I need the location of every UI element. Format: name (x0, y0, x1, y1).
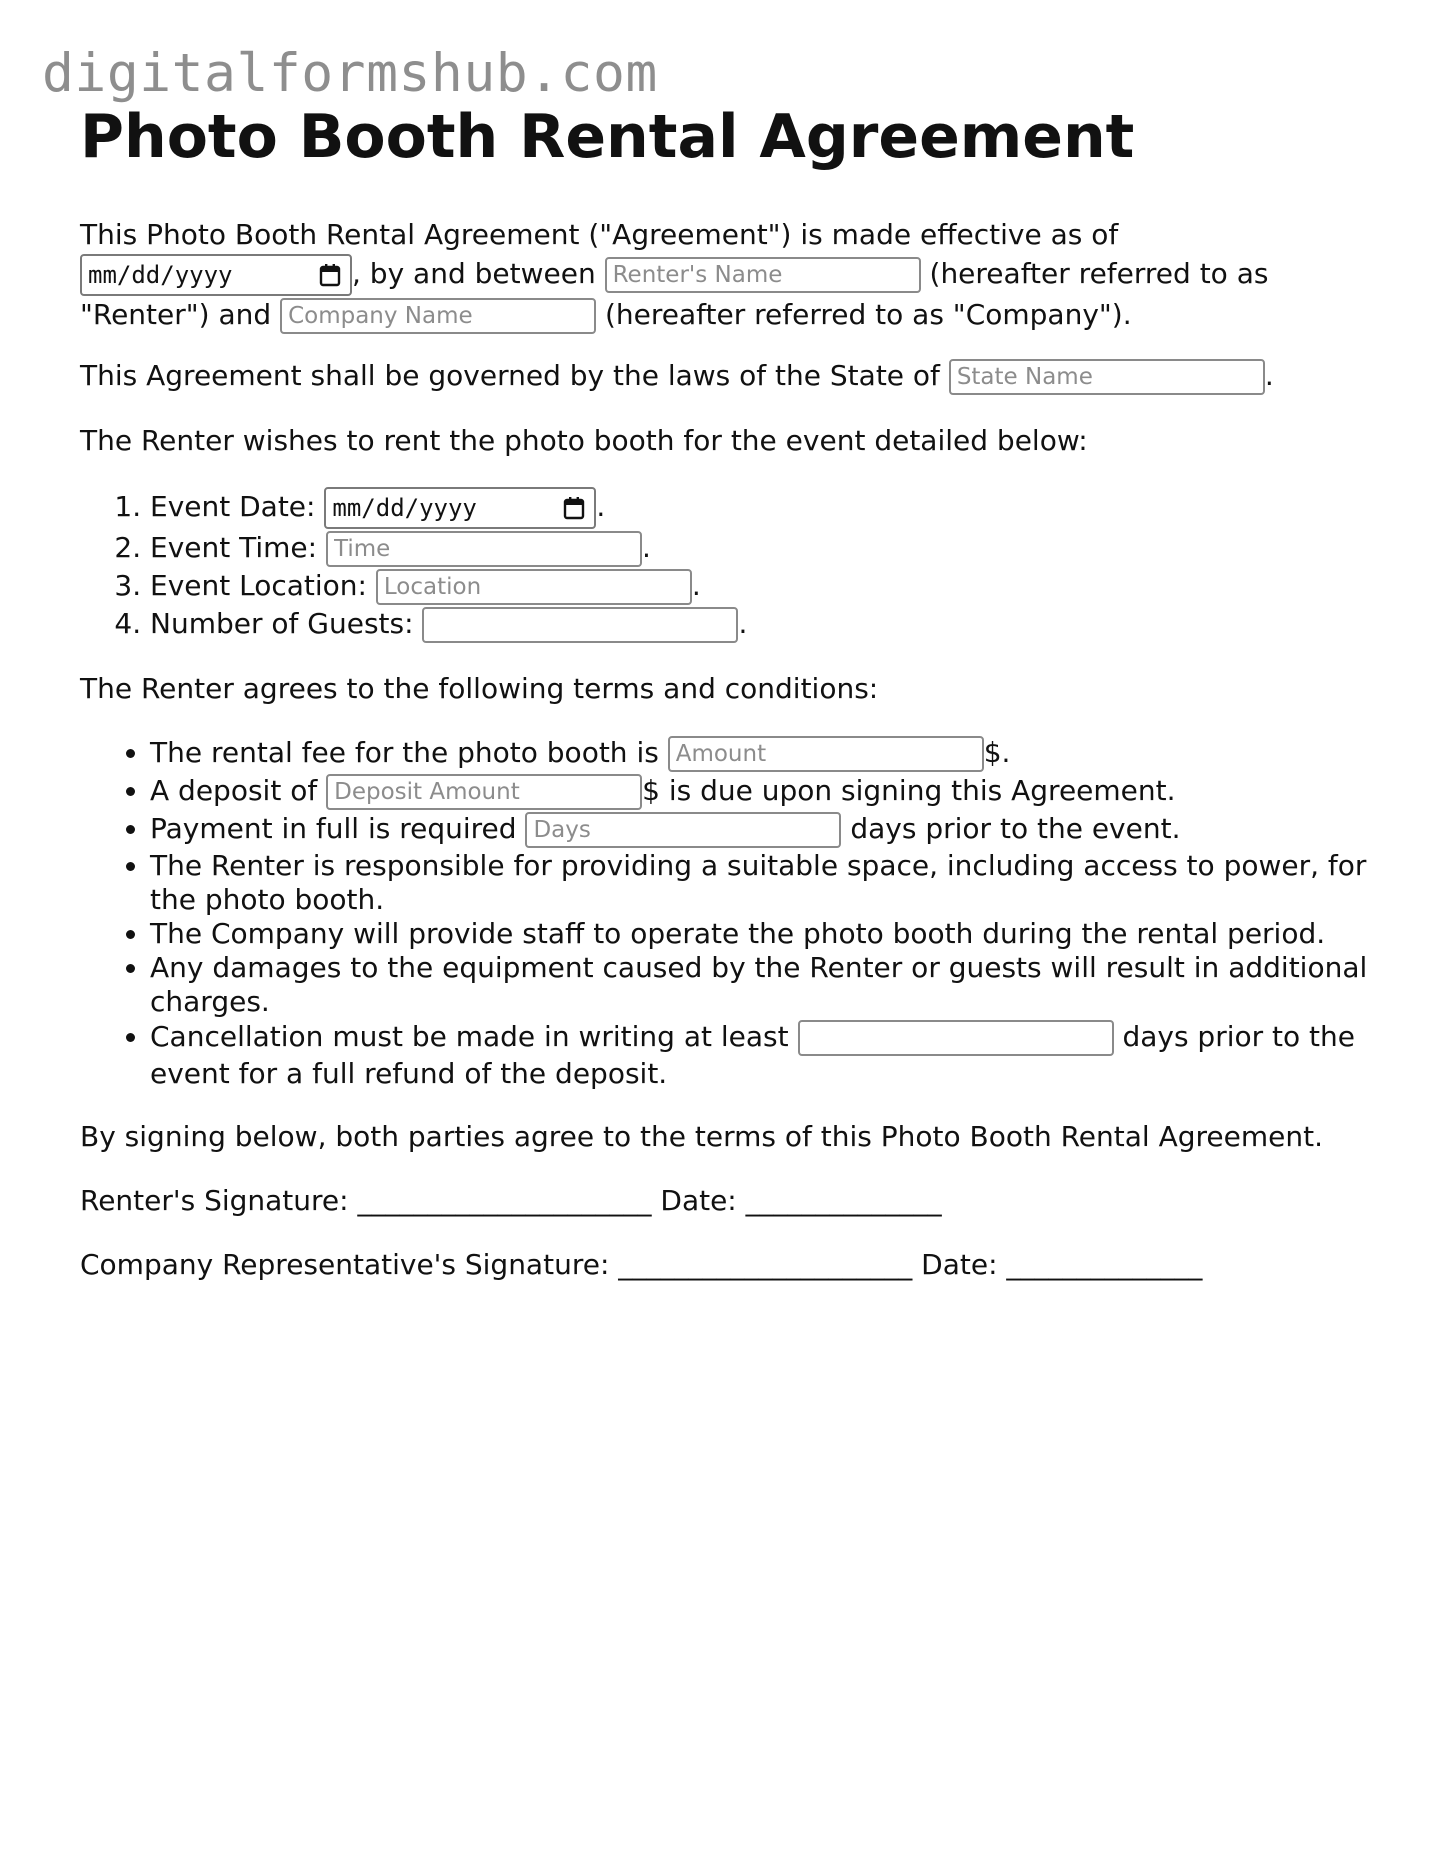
event-time-end: . (641, 531, 651, 564)
event-date-placeholder: mm/dd/yyyy (332, 494, 477, 522)
renter-name-input[interactable] (605, 257, 921, 293)
calendar-icon[interactable] (562, 495, 586, 521)
event-time-label: Event Time: (150, 531, 318, 564)
term-rental-fee (150, 735, 1370, 773)
event-date-end: . (596, 490, 606, 523)
cancel-text-pre: Cancellation must be made in writing at least (150, 1020, 789, 1053)
term-payment (150, 811, 1370, 849)
calendar-icon[interactable] (318, 262, 342, 288)
closing-statement: By signing below, both parties agree to the terms of this Photo Booth Rental Agreement. (80, 1120, 1323, 1153)
event-date-input[interactable] (324, 487, 596, 529)
renter-signature-line: Renter's Signature: _____________________ Date: ______________ (80, 1184, 942, 1217)
term-cancellation (150, 1019, 1370, 1091)
deposit-amount-input[interactable] (326, 774, 642, 810)
intro-text-1: This Photo Booth Rental Agreement ("Agreement") is made effective as of (80, 218, 1119, 251)
effective-date-input[interactable] (80, 254, 352, 296)
watermark: digitalformshub.com (42, 43, 658, 104)
company-signature-line: Company Representative's Signature: _____________________ Date: ______________ (80, 1248, 1203, 1281)
guest-count-item (150, 606, 1370, 643)
event-location-label: Event Location: (150, 569, 367, 602)
agreement-form (80, 98, 1370, 1311)
governing-text-1: This Agreement shall be governed by the laws of the State of (80, 359, 940, 392)
intro-text-4: (hereafter referred to as "Company"). (604, 298, 1132, 331)
term-deposit (150, 773, 1370, 811)
terms-list (80, 735, 1370, 1091)
terms-intro: The Renter agrees to the following terms and conditions: (80, 672, 879, 705)
event-details-list (80, 487, 1370, 643)
event-time-item (150, 530, 1370, 567)
event-intro: The Renter wishes to rent the photo booth for the event detailed below: (80, 424, 1088, 457)
guest-count-end: . (738, 607, 748, 640)
guest-count-input[interactable] (422, 607, 738, 643)
guest-count-label: Number of Guests: (150, 607, 414, 640)
payment-text-post: days prior to the event. (850, 812, 1181, 845)
fee-text-pre: The rental fee for the photo booth is (150, 736, 659, 769)
company-name-input[interactable] (280, 298, 596, 334)
intro-text-3: (hereafter referred to as "Renter") and (80, 257, 1269, 331)
event-location-input[interactable] (376, 569, 692, 605)
payment-text-pre: Payment in full is required (150, 812, 517, 845)
fee-text-post: $. (983, 736, 1011, 769)
event-time-input[interactable] (326, 531, 642, 567)
term-damages: • Any damages to the equipment caused by the Renter or guests will result in additional charges. (150, 951, 1370, 1019)
payment-days-input[interactable] (525, 812, 841, 848)
intro-text-2: , by and between (352, 257, 596, 290)
event-date-label: Event Date: (150, 490, 316, 523)
rental-fee-input[interactable] (668, 736, 984, 772)
cancel-text-post: days prior to the event for a full refund of the deposit. (150, 1020, 1355, 1090)
governing-text-2: . (1264, 359, 1274, 392)
effective-date-placeholder: mm/dd/yyyy (88, 261, 233, 289)
state-name-input[interactable] (949, 359, 1265, 395)
event-date-item (150, 487, 1370, 529)
term-staff: • The Company will provide staff to operate the photo booth during the rental period. (150, 917, 1370, 951)
term-space: • The Renter is responsible for providing a suitable space, including access to power, for the photo booth. (150, 849, 1370, 917)
event-location-item (150, 568, 1370, 605)
page-title: Photo Booth Rental Agreement (80, 102, 1135, 172)
intro-paragraph (80, 216, 1370, 334)
deposit-text-post: $ is due upon signing this Agreement. (642, 774, 1176, 807)
governing-law-paragraph (80, 358, 1370, 395)
cancellation-days-input[interactable] (798, 1020, 1114, 1056)
deposit-text-pre: A deposit of (150, 774, 318, 807)
event-location-end: . (691, 569, 701, 602)
